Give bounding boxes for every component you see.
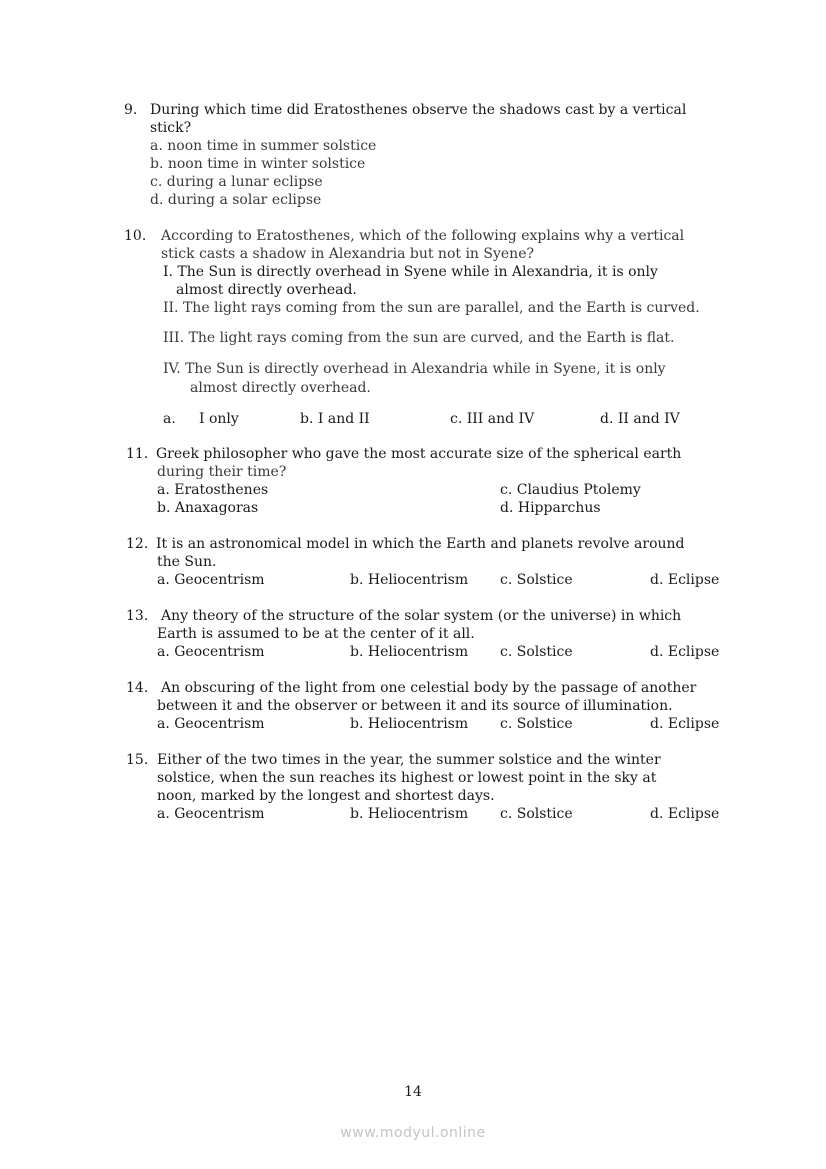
question-stem: noon, marked by the longest and shortest days. (157, 788, 495, 804)
choice-b: b. Heliocentrism (350, 644, 469, 660)
choice-a: a. noon time in summer solstice (150, 138, 377, 154)
choice-c: c. III and IV (450, 411, 535, 427)
choice-c: c. Solstice (500, 716, 573, 732)
statement-2: II. The light rays coming from the sun are parallel, and the Earth is curved. (163, 300, 700, 316)
question-stem: stick? (150, 120, 192, 136)
choice-b: b. noon time in winter solstice (150, 156, 366, 172)
choice-d: d. Eclipse (650, 716, 720, 732)
question-number: 12. (126, 536, 149, 552)
choice-d: d. Eclipse (650, 572, 720, 588)
choice-b: b. Heliocentrism (350, 806, 469, 822)
choice-b: b. Heliocentrism (350, 572, 469, 588)
question-number: 13. (126, 608, 149, 624)
choice-a: I only (199, 411, 239, 427)
question-stem: It is an astronomical model in which the Earth and planets revolve around (156, 536, 685, 552)
choice-b: b. Anaxagoras (157, 500, 259, 516)
question-stem: During which time did Eratosthenes observe the shadows cast by a vertical (150, 102, 687, 118)
choice-c: c. during a lunar eclipse (150, 174, 323, 190)
choice-d: d. Eclipse (650, 644, 720, 660)
statement-3: III. The light rays coming from the sun are curved, and the Earth is flat. (163, 330, 675, 346)
question-number: 9. (124, 102, 138, 118)
choice-a: a. Geocentrism (157, 644, 265, 660)
question-stem: Any theory of the structure of the solar system (or the universe) in which (161, 608, 682, 624)
question-number: 15. (126, 752, 149, 768)
question-stem: Either of the two times in the year, the summer solstice and the winter (157, 752, 661, 768)
choice-d: d. II and IV (600, 411, 680, 427)
statement-4: IV. The Sun is directly overhead in Alexandria while in Syene, it is only (163, 361, 666, 377)
choice-a: a. Eratosthenes (157, 482, 269, 498)
question-number: 14. (126, 680, 149, 696)
choice-d: d. Eclipse (650, 806, 720, 822)
choice-a: a. Geocentrism (157, 716, 265, 732)
question-number: 11. (126, 446, 149, 462)
choice-a: a. Geocentrism (157, 572, 265, 588)
choice-b: b. Heliocentrism (350, 716, 469, 732)
watermark: www.modyul.online (340, 1125, 486, 1141)
question-stem: According to Eratosthenes, which of the following explains why a vertical (161, 228, 685, 244)
choice-d: d. during a solar eclipse (150, 192, 322, 208)
choice-c: c. Solstice (500, 572, 573, 588)
question-stem: An obscuring of the light from one celestial body by the passage of another (161, 680, 697, 696)
choice-c: c. Solstice (500, 806, 573, 822)
question-number: 10. (124, 228, 147, 244)
statement-1: almost directly overhead. (176, 282, 357, 298)
choice-b: b. I and II (300, 411, 370, 427)
choice-a-letter: a. (163, 411, 176, 427)
question-stem: during their time? (157, 464, 287, 480)
question-stem: between it and the observer or between it and its source of illumination. (157, 698, 673, 714)
choice-c: c. Claudius Ptolemy (500, 482, 641, 498)
question-stem: the Sun. (157, 554, 217, 570)
choice-a: a. Geocentrism (157, 806, 265, 822)
page-number: 14 (404, 1084, 422, 1100)
question-stem: stick casts a shadow in Alexandria but not in Syene? (161, 246, 534, 262)
statement-4: almost directly overhead. (190, 380, 371, 396)
question-stem: Earth is assumed to be at the center of it all. (157, 626, 475, 642)
choice-d: d. Hipparchus (500, 500, 601, 516)
choice-c: c. Solstice (500, 644, 573, 660)
question-stem: Greek philosopher who gave the most accurate size of the spherical earth (156, 446, 682, 462)
question-stem: solstice, when the sun reaches its highest or lowest point in the sky at (157, 770, 657, 786)
statement-1: I. The Sun is directly overhead in Syene while in Alexandria, it is only (163, 264, 658, 280)
